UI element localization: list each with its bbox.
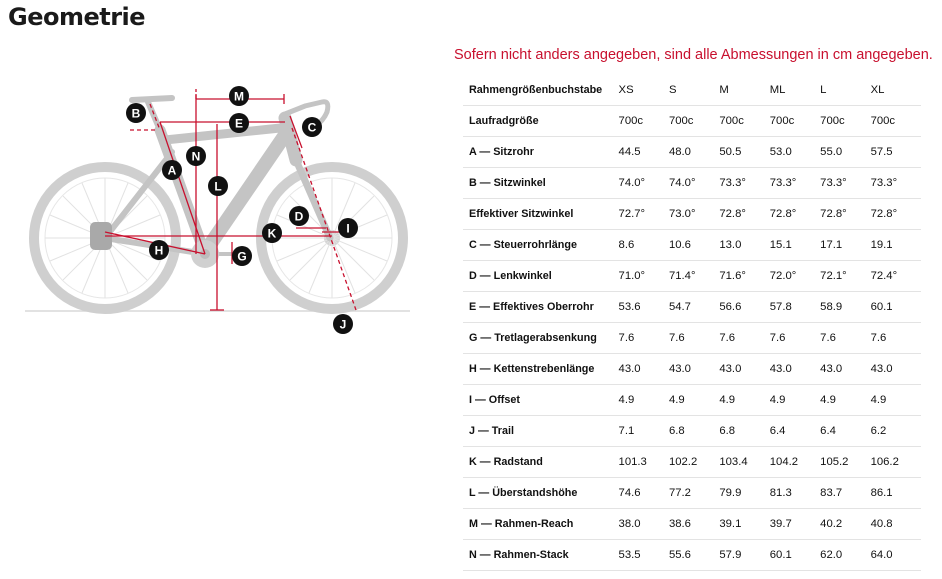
row-value: 72.7°	[619, 199, 669, 230]
row-value: 72.8°	[719, 199, 769, 230]
table-row	[463, 261, 921, 292]
row-value: 55.6	[669, 540, 719, 571]
row-value: 6.8	[669, 416, 719, 447]
table-row	[463, 416, 921, 447]
marker-b	[126, 103, 146, 123]
row-value: 8.6	[619, 230, 669, 261]
row-value: 7.6	[619, 323, 669, 354]
marker-g	[232, 246, 252, 266]
row-value: 79.9	[719, 478, 769, 509]
row-value: 73.3°	[820, 168, 870, 199]
marker-d	[289, 206, 309, 226]
row-label: A — Sitzrohr	[463, 137, 619, 168]
row-value: 43.0	[719, 354, 769, 385]
svg-text:A: A	[167, 163, 177, 178]
row-value: 10.6	[669, 230, 719, 261]
table-row	[463, 230, 921, 261]
table-row	[463, 385, 921, 416]
row-value: 57.9	[719, 540, 769, 571]
svg-text:N: N	[191, 149, 201, 164]
row-value: 74.0°	[669, 168, 719, 199]
row-value: 73.3°	[770, 168, 820, 199]
units-note: Sofern nicht anders angegeben, sind alle Abmessungen in cm angegeben.	[454, 47, 933, 63]
row-value: 7.6	[719, 323, 769, 354]
table-row	[463, 292, 921, 323]
table-row	[463, 137, 921, 168]
row-value: 13.0	[719, 230, 769, 261]
svg-text:I: I	[346, 221, 350, 236]
row-value: 101.3	[619, 447, 669, 478]
marker-k	[262, 223, 282, 243]
row-value: 4.9	[871, 385, 921, 416]
row-value: 19.1	[871, 230, 921, 261]
row-value: 4.9	[820, 385, 870, 416]
svg-text:B: B	[131, 106, 141, 121]
svg-text:G: G	[237, 249, 247, 264]
row-value: 17.1	[820, 230, 870, 261]
row-value: 72.4°	[871, 261, 921, 292]
row-value: 43.0	[669, 354, 719, 385]
size-header-m: M	[719, 75, 769, 106]
table-row	[463, 323, 921, 354]
marker-a	[162, 160, 182, 180]
row-value: 62.0	[820, 540, 870, 571]
row-value: 40.2	[820, 509, 870, 540]
marker-h	[149, 240, 169, 260]
row-value: 102.2	[669, 447, 719, 478]
row-value: 56.6	[719, 292, 769, 323]
svg-text:K: K	[267, 226, 277, 241]
marker-l	[208, 176, 228, 196]
row-value: 74.6	[619, 478, 669, 509]
row-value: 105.2	[820, 447, 870, 478]
row-value: 39.1	[719, 509, 769, 540]
row-value: 700c	[871, 106, 921, 137]
row-label: N — Rahmen-Stack	[463, 540, 619, 571]
row-value: 53.6	[619, 292, 669, 323]
row-value: 6.8	[719, 416, 769, 447]
row-value: 43.0	[770, 354, 820, 385]
size-header-ml: ML	[770, 75, 820, 106]
row-label: B — Sitzwinkel	[463, 168, 619, 199]
row-label: I — Offset	[463, 385, 619, 416]
row-value: 58.9	[820, 292, 870, 323]
svg-text:M: M	[234, 89, 244, 104]
row-value: 7.6	[820, 323, 870, 354]
row-value: 7.6	[770, 323, 820, 354]
table-row	[463, 354, 921, 385]
row-label: Effektiver Sitzwinkel	[463, 199, 619, 230]
row-label: J — Trail	[463, 416, 619, 447]
row-value: 72.8°	[770, 199, 820, 230]
row-value: 700c	[719, 106, 769, 137]
row-value: 57.8	[770, 292, 820, 323]
row-value: 43.0	[820, 354, 870, 385]
row-value: 104.2	[770, 447, 820, 478]
row-label: H — Kettenstrebenlänge	[463, 354, 619, 385]
row-value: 60.1	[871, 292, 921, 323]
size-header-xl: XL	[871, 75, 921, 106]
row-value: 700c	[820, 106, 870, 137]
row-value: 6.2	[871, 416, 921, 447]
table-row	[463, 540, 921, 571]
row-value: 4.9	[719, 385, 769, 416]
row-value: 83.7	[820, 478, 870, 509]
row-value: 50.5	[719, 137, 769, 168]
table-row	[463, 199, 921, 230]
row-value: 73.3°	[871, 168, 921, 199]
svg-text:J: J	[339, 317, 347, 332]
row-value: 700c	[619, 106, 669, 137]
svg-text:H: H	[154, 243, 164, 258]
row-value: 38.0	[619, 509, 669, 540]
row-value: 72.0°	[770, 261, 820, 292]
row-value: 71.0°	[619, 261, 669, 292]
svg-text:C: C	[307, 120, 317, 135]
table-row	[463, 447, 921, 478]
row-value: 48.0	[669, 137, 719, 168]
row-value: 71.6°	[719, 261, 769, 292]
geometry-table	[463, 75, 921, 571]
marker-j	[333, 314, 353, 334]
svg-text:D: D	[294, 209, 304, 224]
bike-geometry-diagram	[20, 80, 420, 345]
row-value: 39.7	[770, 509, 820, 540]
row-value: 700c	[669, 106, 719, 137]
row-value: 72.8°	[871, 199, 921, 230]
row-value: 7.6	[871, 323, 921, 354]
row-value: 72.1°	[820, 261, 870, 292]
table-row	[463, 168, 921, 199]
row-value: 4.9	[770, 385, 820, 416]
row-value: 74.0°	[619, 168, 669, 199]
row-value: 103.4	[719, 447, 769, 478]
row-value: 44.5	[619, 137, 669, 168]
row-value: 53.5	[619, 540, 669, 571]
row-value: 77.2	[669, 478, 719, 509]
row-label: Laufradgröße	[463, 106, 619, 137]
size-header-xs: XS	[619, 75, 669, 106]
row-label: C — Steuerrohrlänge	[463, 230, 619, 261]
table-header-row	[463, 75, 921, 106]
row-label: L — Überstandshöhe	[463, 478, 619, 509]
row-value: 60.1	[770, 540, 820, 571]
row-value: 7.6	[669, 323, 719, 354]
row-value: 55.0	[820, 137, 870, 168]
row-value: 81.3	[770, 478, 820, 509]
row-label: M — Rahmen-Reach	[463, 509, 619, 540]
row-label: E — Effektives Oberrohr	[463, 292, 619, 323]
marker-n	[186, 146, 206, 166]
row-value: 53.0	[770, 137, 820, 168]
row-value: 72.8°	[820, 199, 870, 230]
row-value: 57.5	[871, 137, 921, 168]
row-value: 40.8	[871, 509, 921, 540]
size-header-l: L	[820, 75, 870, 106]
row-value: 106.2	[871, 447, 921, 478]
table-row	[463, 106, 921, 137]
row-label: D — Lenkwinkel	[463, 261, 619, 292]
marker-e	[229, 113, 249, 133]
row-value: 6.4	[770, 416, 820, 447]
size-header-s: S	[669, 75, 719, 106]
row-value: 38.6	[669, 509, 719, 540]
svg-text:L: L	[214, 179, 222, 194]
row-value: 73.0°	[669, 199, 719, 230]
row-value: 86.1	[871, 478, 921, 509]
row-label: G — Tretlagerabsenkung	[463, 323, 619, 354]
row-value: 4.9	[669, 385, 719, 416]
row-value: 15.1	[770, 230, 820, 261]
row-value: 700c	[770, 106, 820, 137]
marker-i	[338, 218, 358, 238]
table-row	[463, 509, 921, 540]
row-value: 71.4°	[669, 261, 719, 292]
marker-c	[302, 117, 322, 137]
row-value: 73.3°	[719, 168, 769, 199]
row-value: 64.0	[871, 540, 921, 571]
row-label: K — Radstand	[463, 447, 619, 478]
row-value: 6.4	[820, 416, 870, 447]
row-value: 43.0	[871, 354, 921, 385]
row-value: 4.9	[619, 385, 669, 416]
table-row	[463, 478, 921, 509]
row-value: 7.1	[619, 416, 669, 447]
page-title: Geometrie	[8, 3, 146, 31]
svg-text:E: E	[234, 116, 244, 131]
table-header-label: Rahmengrößenbuchstabe	[463, 75, 619, 106]
row-value: 43.0	[619, 354, 669, 385]
row-value: 54.7	[669, 292, 719, 323]
marker-m	[229, 86, 249, 106]
